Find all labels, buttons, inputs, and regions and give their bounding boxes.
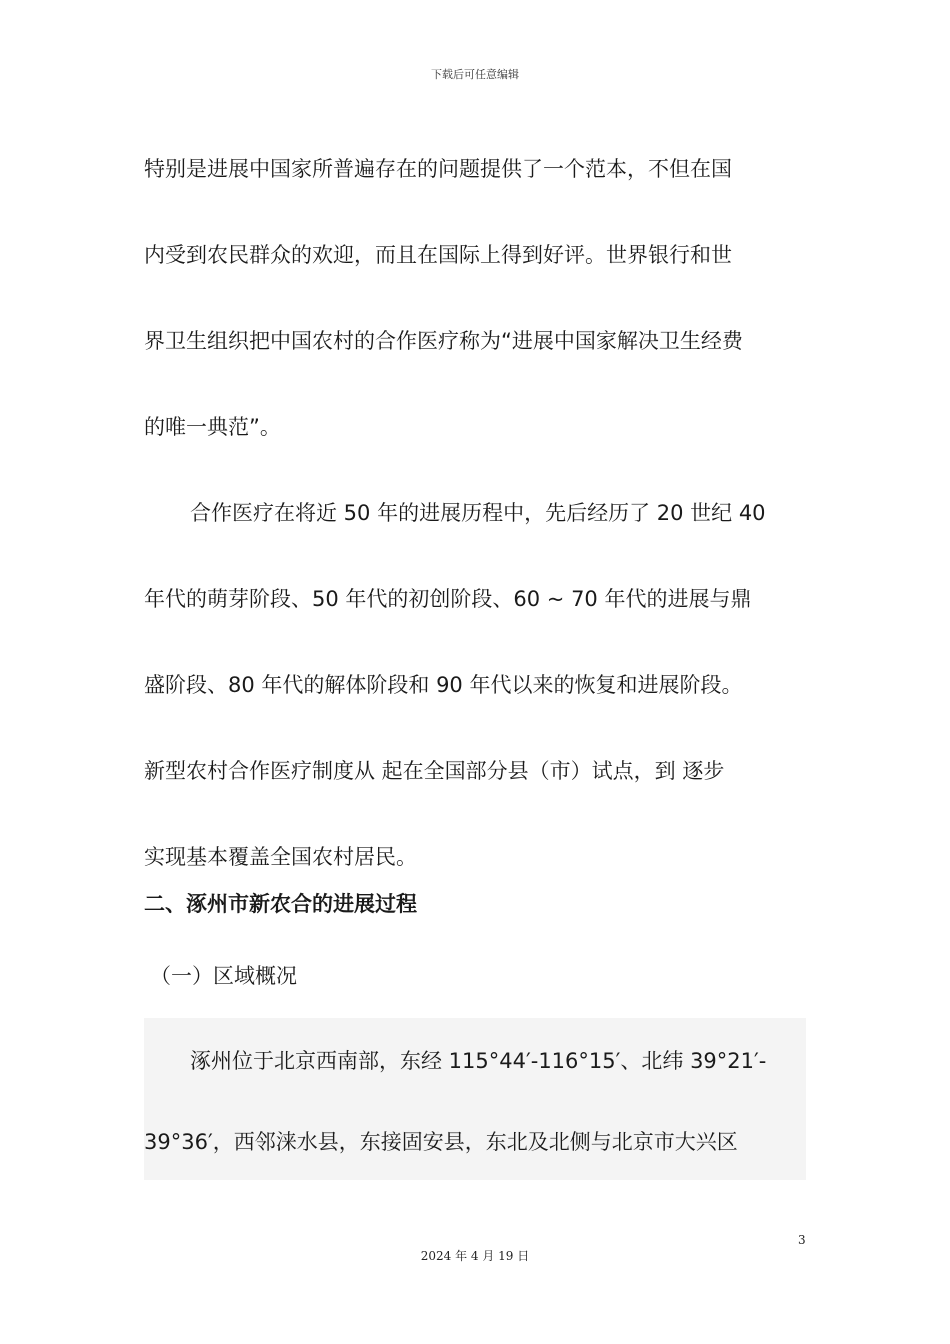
section-heading: 二、涿州市新农合的进展过程 <box>144 892 417 916</box>
paragraph-line: 39°36′，西邻涞水县，东接固安县，东北及北侧与北京市大兴区 <box>144 1130 738 1154</box>
paragraph-line: 涿州位于北京西南部，东经 115°44′-116°15′、北纬 39°21′- <box>190 1049 767 1073</box>
paragraph-line: 新型农村合作医疗制度从 起在全国部分县（市）试点，到 逐步 <box>144 759 725 783</box>
subsection-heading: （一）区域概况 <box>150 964 297 988</box>
paragraph-line: 界卫生组织把中国农村的合作医疗称为“进展中国家解决卫生经费 <box>144 329 743 353</box>
page-footer-date: 2024 年 4 月 19 日 <box>420 1249 530 1263</box>
paragraph-line: 内受到农民群众的欢迎，而且在国际上得到好评。世界银行和世 <box>144 243 732 267</box>
paragraph-line: 合作医疗在将近 50 年的进展历程中，先后经历了 20 世纪 40 <box>190 501 766 525</box>
paragraph-line: 年代的萌芽阶段、50 年代的初创阶段、60 ~ 70 年代的进展与鼎 <box>144 587 752 611</box>
paragraph-line: 的唯一典范”。 <box>144 415 281 439</box>
paragraph-line: 实现基本覆盖全国农村居民。 <box>144 845 417 869</box>
paragraph-line: 盛阶段、80 年代的解体阶段和 90 年代以来的恢复和进展阶段。 <box>144 673 743 697</box>
page-header: 下载后可任意编辑 <box>431 68 519 81</box>
page-number: 3 <box>798 1233 806 1247</box>
shaded-paragraph <box>144 1018 806 1180</box>
body-text <box>144 126 806 1180</box>
paragraph-line: 特别是进展中国家所普遍存在的问题提供了一个范本，不但在国 <box>144 157 732 181</box>
